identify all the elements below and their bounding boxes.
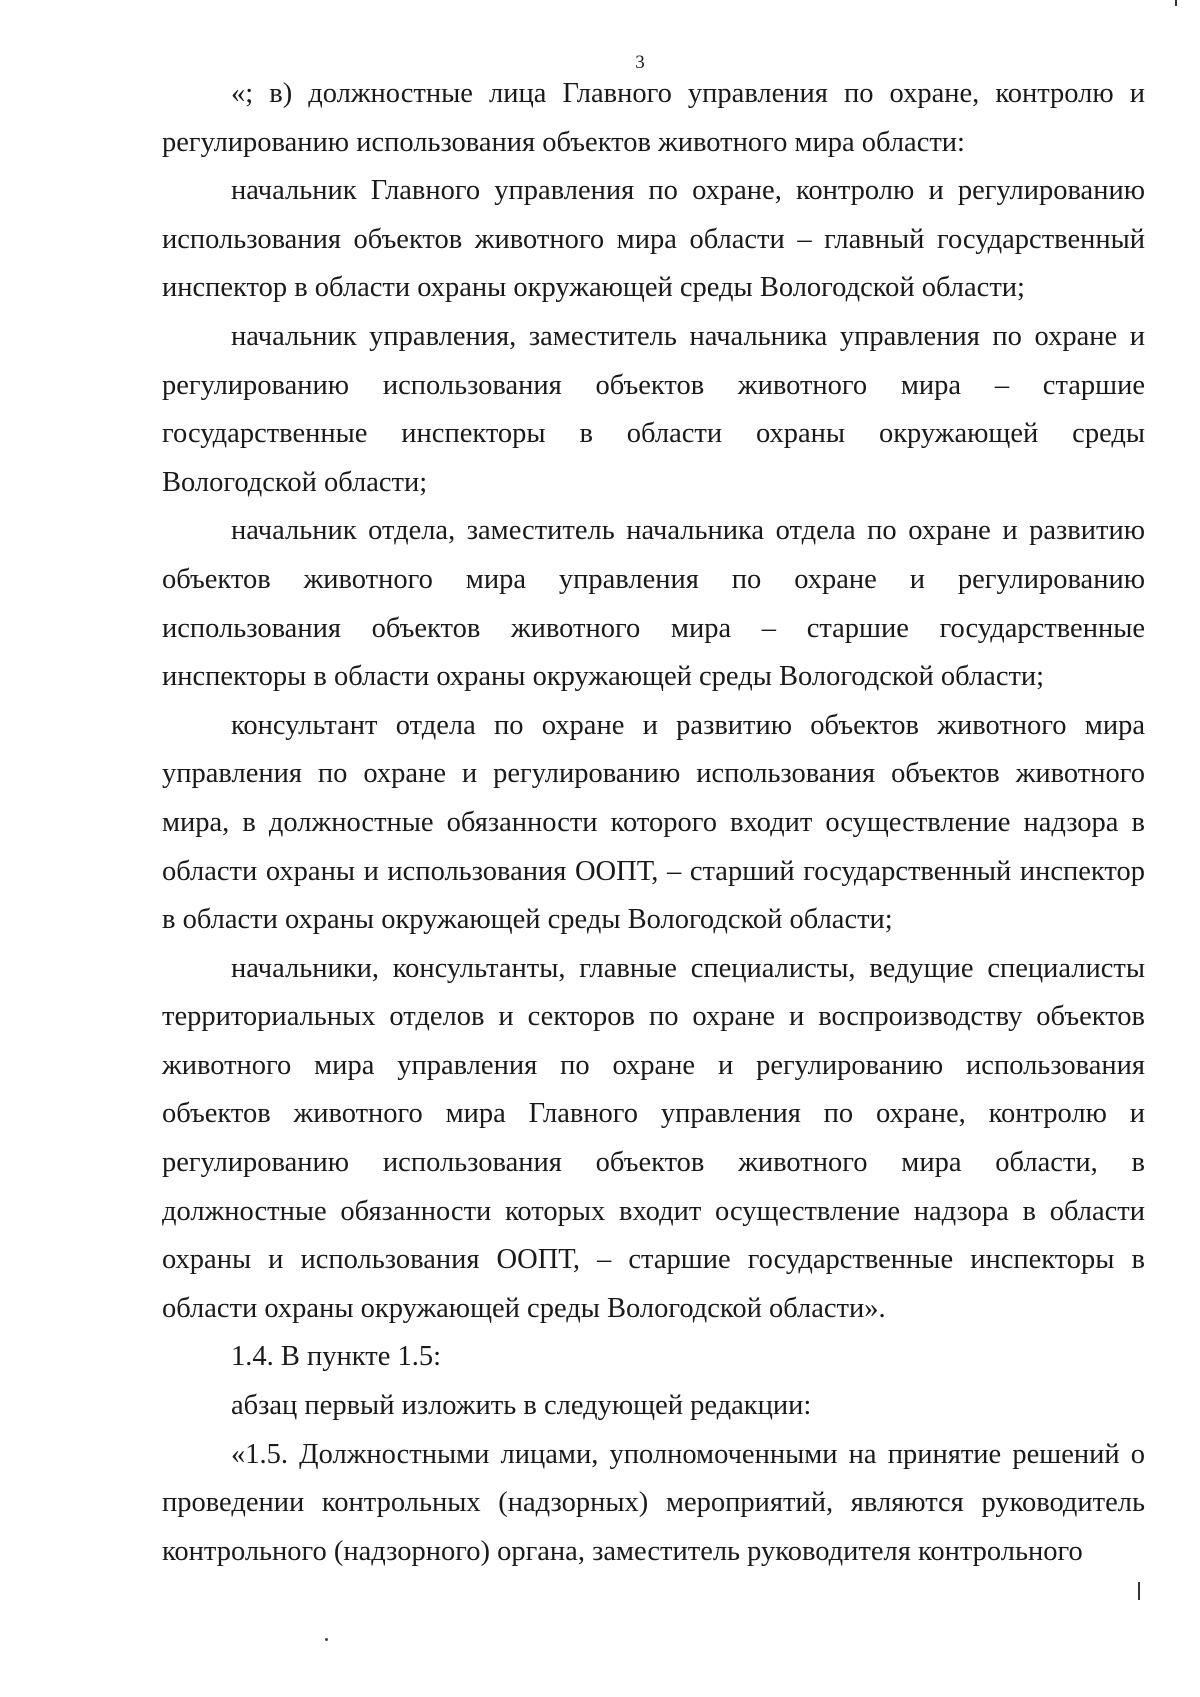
scan-artifact-mark (1175, 0, 1177, 6)
paragraph-9: «1.5. Должностными лицами, уполномоченными на принятие решений о проведении контрольных (надзорных) мероприятий, являются руководитель контрольного (надзорного) органа, заместитель руководителя контрольного (162, 1438, 1145, 1567)
paragraph-1: «; в) должностные лица Главного управления по охране, контролю и регулированию использования объектов животного мира области: (162, 78, 1145, 158)
scan-artifact-dot (325, 1638, 328, 1641)
paragraph-8: абзац первый изложить в следующей редакции: (231, 1390, 812, 1422)
paragraph-7: 1.4. В пункте 1.5: (231, 1341, 442, 1373)
paragraph-2: начальник Главного управления по охране, контролю и регулированию использования объектов животного мира области – главный государственный инспектор в области охраны окружающей среды Вологодской области; (162, 175, 1145, 304)
paragraph-6: начальники, консультанты, главные специалисты, ведущие специалисты территориальных отделов и секторов по охране и воспроизводству объектов животного мира управления по охране и регулированию использования объектов животного мира Главного управления по охране, контролю и регулированию использования объектов животного мира области, в должностные обязанности которых входит осуществление надзора в области охраны и использования ООПТ, – старшие государственные инспекторы в области охраны окружающей среды Вологодской области». (162, 952, 1145, 1324)
paragraph-5: консультант отдела по охране и развитию объектов животного мира управления по охране и регулированию использования объектов животного мира, в должностные обязанности которого входит осуществление надзора в области охраны и использования ООПТ, – старший государственный инспектор в области охраны окружающей среды Вологодской области; (162, 709, 1145, 936)
paragraph-4: начальник отдела, заместитель начальника отдела по охране и развитию объектов животного мира управления по охране и регулированию использования объектов животного мира – старшие государственные инспекторы в области охраны окружающей среды Вологодской области; (162, 515, 1145, 693)
document-body (162, 70, 1145, 1576)
scan-artifact-mark (1138, 1582, 1140, 1600)
page-number: 3 (635, 52, 645, 73)
paragraph-3: начальник управления, заместитель начальника управления по охране и регулированию использования объектов животного мира – старшие государственные инспекторы в области охраны окружающей среды Вологодской области; (162, 320, 1145, 498)
